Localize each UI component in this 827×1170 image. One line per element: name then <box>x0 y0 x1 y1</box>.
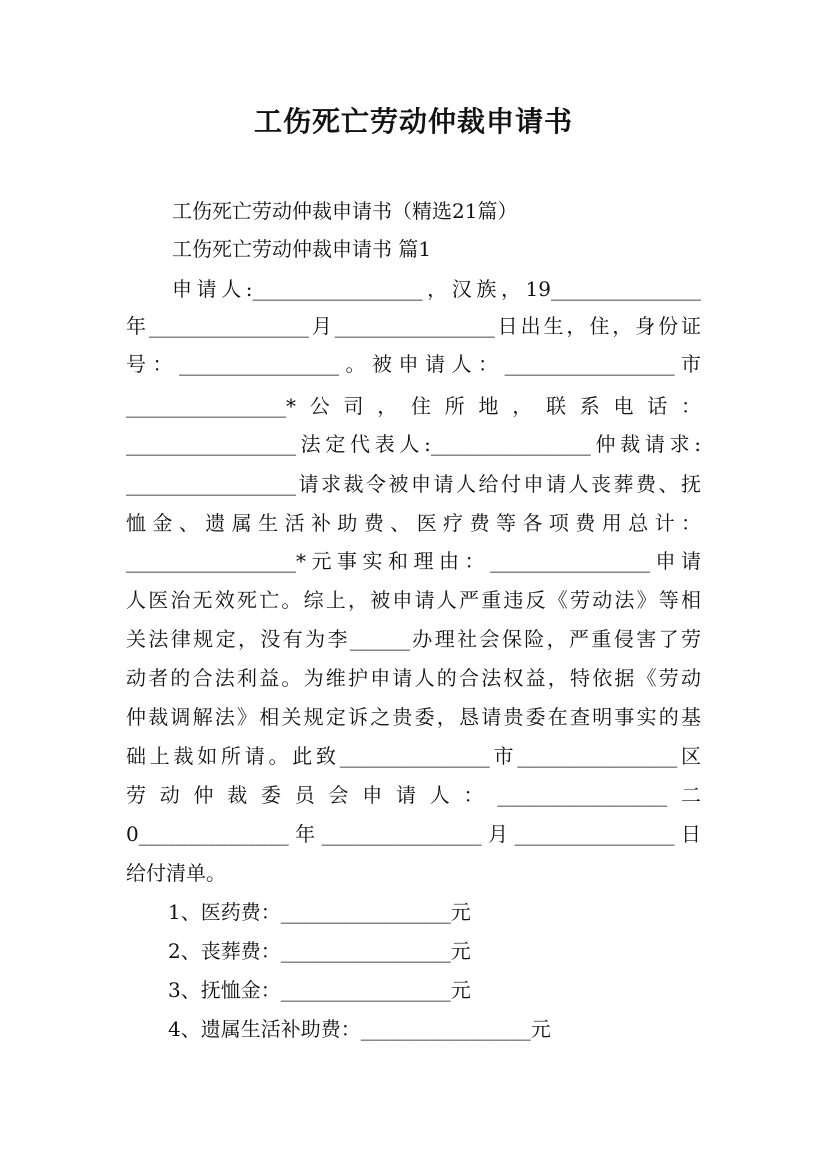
body-line: 础上裁如所请。此致_______________市________________区 <box>126 744 701 768</box>
body-line: 关法律规定，没有为李______办理社会保险，严重侵害了劳 <box>126 627 701 651</box>
body-line: 年________________月________________日出生，住，身份证 <box>126 314 701 338</box>
body-line: 号：________________。被申请人：_________________市 <box>126 352 701 376</box>
body-line: 劳动仲裁委员会申请人：_________________二 <box>126 783 701 807</box>
body-line: 给付清单。 <box>126 861 226 885</box>
body-line: 动者的合法利益。为维护申请人的合法权益，特依据《劳动 <box>126 666 701 690</box>
document-subtitle: 工伤死亡劳动仲裁申请书（精选21篇） <box>172 199 518 223</box>
document-title: 工伤死亡劳动仲裁申请书 <box>253 105 573 138</box>
list-item: 3、抚恤金：_________________元 <box>168 978 471 1002</box>
body-line: 申请人:_________________，汉族，19_______________ <box>172 277 701 301</box>
body-line: _________________请求裁令被申请人给付申请人丧葬费、抚 <box>126 472 701 496</box>
body-line: ________________*公司，住所地，联系电话： <box>126 394 701 418</box>
body-line: 仲裁调解法》相关规定诉之贵委，恳请贵委在查明事实的基 <box>126 705 701 729</box>
body-line: _________________*元事实和理由：________________申请 <box>126 549 701 573</box>
body-line: 人医治无效死亡。综上，被申请人严重违反《劳动法》等相 <box>126 588 701 612</box>
list-item: 2、丧葬费：_________________元 <box>168 939 471 963</box>
section-heading: 工伤死亡劳动仲裁申请书 篇1 <box>172 237 432 261</box>
list-item: 4、遗属生活补助费：_________________元 <box>168 1017 551 1041</box>
body-line: _________________法定代表人:________________仲裁请求: <box>126 432 701 456</box>
body-line: 0_______________年________________月________________日 <box>126 822 701 846</box>
body-line: 恤金、遗属生活补助费、医疗费等各项费用总计： <box>126 511 701 535</box>
list-item: 1、医药费：_________________元 <box>168 900 471 924</box>
